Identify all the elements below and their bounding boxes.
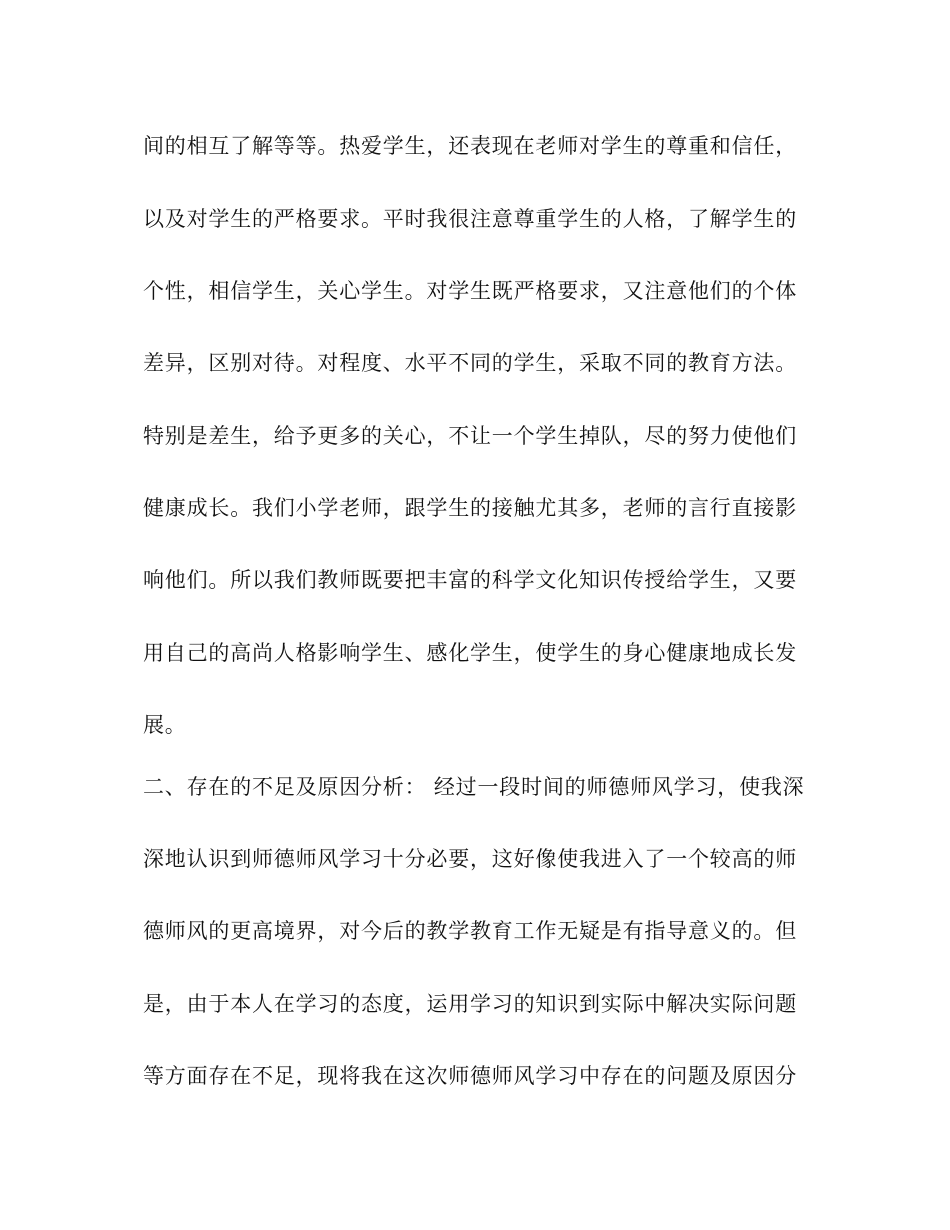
text-line: 以及对学生的严格要求。平时我很注意尊重学生的人格，了解学生的 — [143, 207, 797, 231]
text-line: 健康成长。我们小学老师，跟学生的接触尤其多，老师的言行直接影 — [143, 496, 797, 520]
text-line: 是，由于本人在学习的态度，运用学习的知识到实际中解决实际问题 — [143, 992, 797, 1016]
text-line: 深地认识到师德师风学习十分必要，这好像使我进入了一个较高的师 — [143, 847, 797, 871]
text-line: 德师风的更高境界，对今后的教学教育工作无疑是有指导意义的。但 — [143, 919, 797, 943]
text-line: 响他们。所以我们教师既要把丰富的科学文化知识传授给学生，又要 — [143, 568, 797, 592]
text-line: 个性，相信学生，关心学生。对学生既严格要求，又注意他们的个体 — [143, 279, 797, 303]
text-line: 用自己的高尚人格影响学生、感化学生，使学生的身心健康地成长发 — [143, 641, 797, 665]
text-line: 特别是差生，给予更多的关心，不让一个学生掉队，尽的努力使他们 — [143, 424, 797, 448]
text-line: 展。 — [143, 713, 187, 737]
text-line: 等方面存在不足，现将我在这次师德师风学习中存在的问题及原因分 — [143, 1064, 797, 1088]
text-line: 间的相互了解等等。热爱学生，还表现在老师对学生的尊重和信任， — [143, 134, 797, 158]
section-heading-line: 二、存在的不足及原因分析： 经过一段时间的师德师风学习，使我深 — [143, 775, 805, 799]
text-line: 差异，区别对待。对程度、水平不同的学生，采取不同的教育方法。 — [143, 351, 797, 375]
